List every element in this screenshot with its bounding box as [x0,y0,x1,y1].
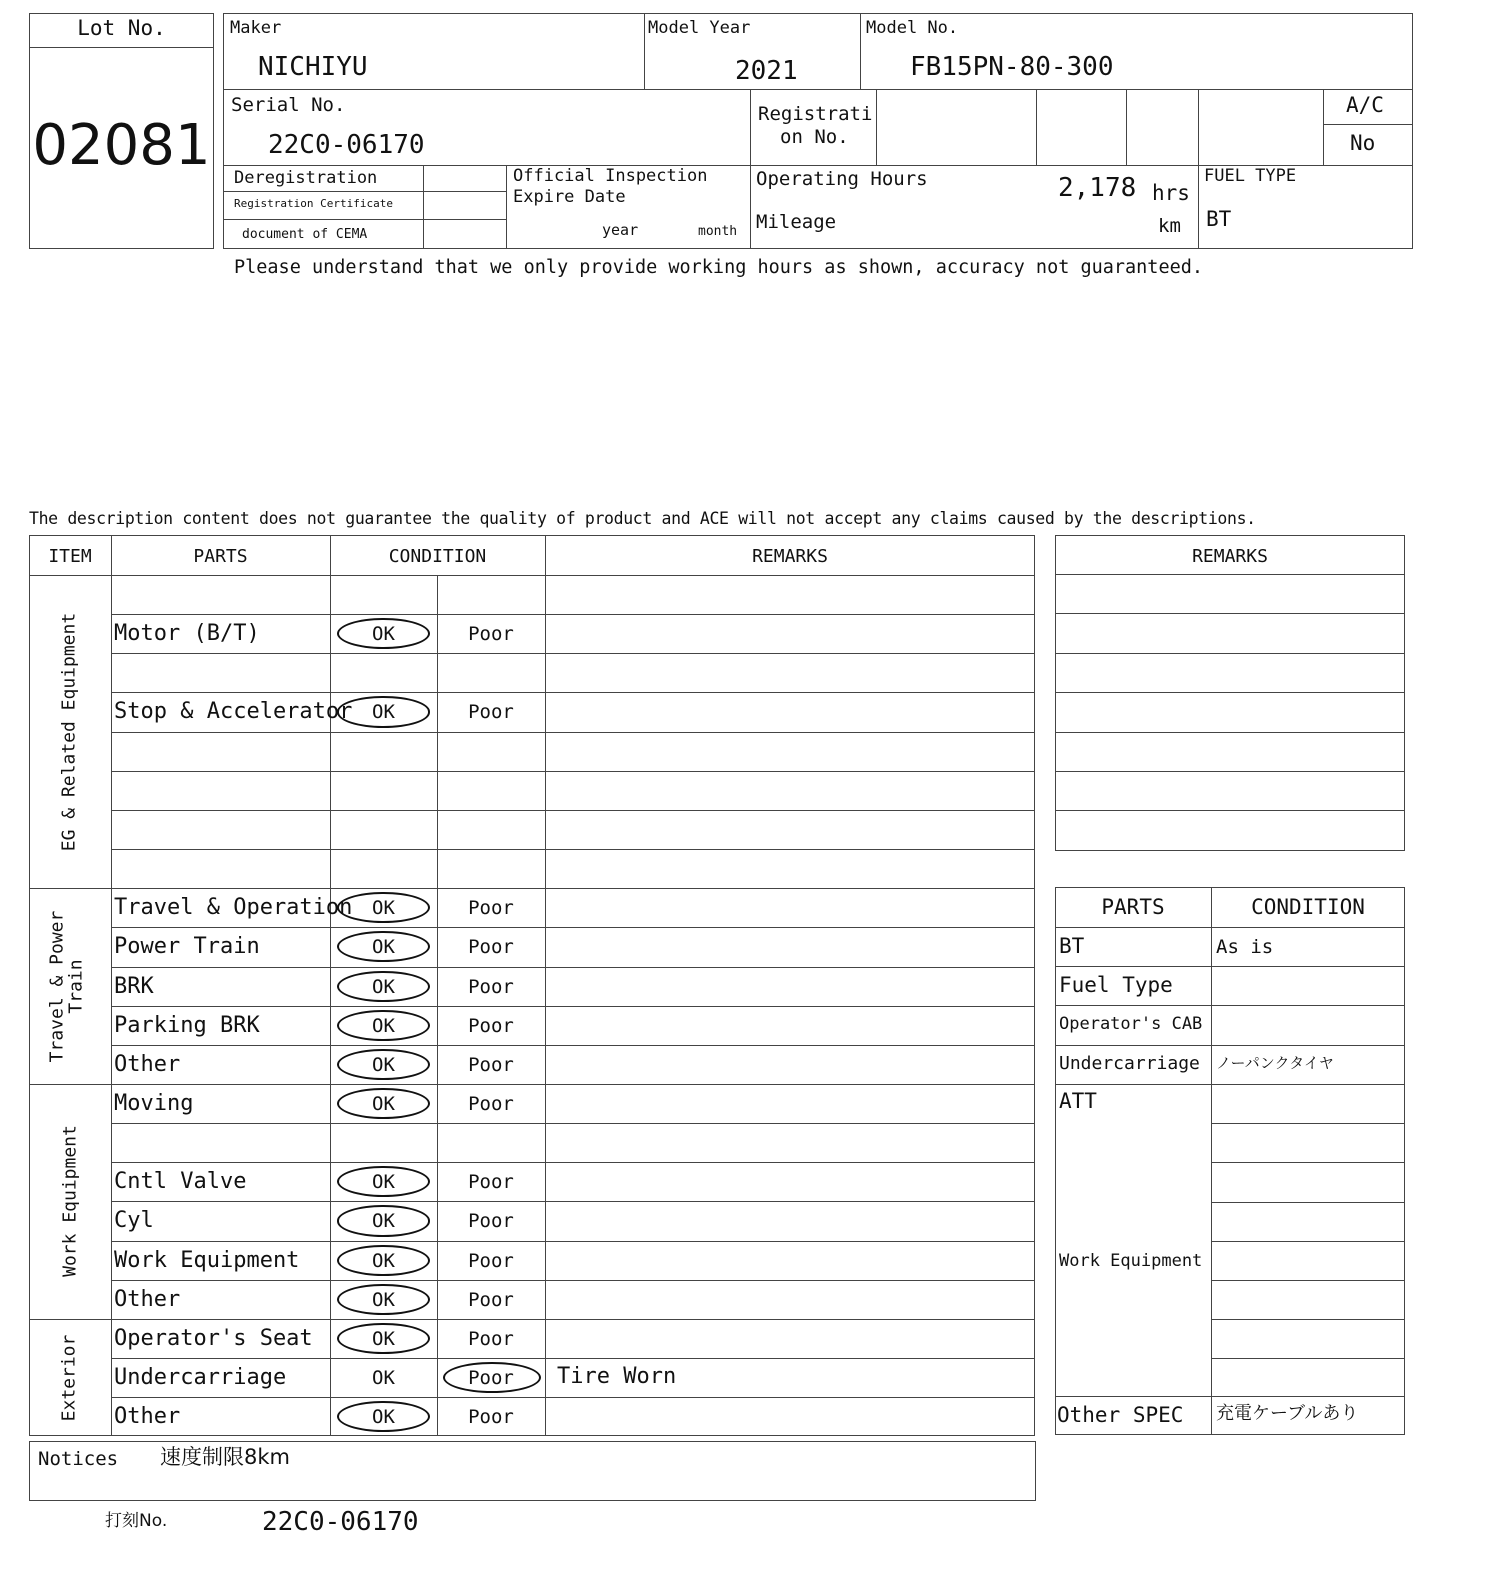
fuel-type-value: BT [1206,207,1232,231]
rp-other-spec-condition: 充電ケーブルあり [1216,1403,1359,1424]
remark-row-line [1055,771,1405,772]
right-parts-box [1055,887,1405,1435]
poor-option: Poor [468,897,514,920]
parts-row-line [1211,1280,1405,1281]
row-line [111,653,1035,654]
parts-row-line [1211,1162,1405,1163]
operating-hours-value: 2,178 [1058,173,1137,203]
remark-row-line [1055,732,1405,733]
part-label: Motor (B/T) [114,621,260,647]
part-label: Moving [114,1090,194,1116]
parts-row-line [1055,1005,1405,1006]
ok-selected-mark [337,1010,430,1041]
ok-option: OK [372,936,395,959]
part-label: Operator's Seat [114,1325,313,1351]
col-line [111,535,112,1436]
poor-selected-mark [443,1362,541,1393]
remark-row-line [1055,574,1405,575]
mileage-label: Mileage [756,211,837,233]
rp-operators-cab: Operator's CAB [1059,1014,1203,1034]
row-line [111,692,1035,693]
parts-row-line [1055,927,1405,928]
remark-row-line [1055,653,1405,654]
ok-option: OK [372,1092,395,1115]
right-parts-head: PARTS [1101,895,1165,919]
month-label: month [698,224,738,239]
ok-selected-mark [337,971,430,1002]
serial-label: Serial No. [231,94,346,116]
head-item: ITEM [48,546,92,567]
row-line [111,849,1035,850]
col-line [876,89,877,165]
rp-att: ATT [1059,1089,1097,1113]
group-label: Exterior [58,1334,80,1421]
model-year-value: 2021 [735,56,798,86]
row-line [111,1201,1035,1202]
row-line [111,1123,1035,1124]
ac-value: No [1350,131,1376,155]
poor-option: Poor [468,1288,514,1311]
row-line [111,1241,1035,1242]
col-line [1323,89,1324,165]
part-label: Other [114,1404,181,1430]
mileage-unit: km [1158,215,1181,237]
part-label: Undercarriage [114,1365,287,1390]
hours-unit: hrs [1152,181,1190,205]
operating-hours-label: Operating Hours [756,168,928,190]
registration-certificate-label: Registration Certificate [234,197,393,210]
poor-option: Poor [468,975,514,998]
year-label: year [602,221,639,239]
ok-option: OK [372,897,395,920]
rp-undercarriage: Undercarriage [1059,1053,1200,1074]
poor-option: Poor [468,1014,514,1037]
row-line [111,771,1035,772]
ok-option: OK [372,1171,395,1194]
ok-option: OK [372,701,395,724]
row-line [223,89,1413,90]
part-label: Other [114,1051,181,1077]
poor-option: Poor [468,1406,514,1429]
head-condition: CONDITION [388,546,487,567]
parts-row-line [1055,1045,1405,1046]
rp-bt: BT [1059,934,1085,958]
cema-label: document of CEMA [242,227,368,242]
ok-option: OK [372,1249,395,1272]
rp-undercarriage-condition: ノーパンクタイヤ [1216,1054,1334,1072]
stamp-value: 22C0-06170 [262,1507,419,1537]
col-line [1198,89,1199,249]
serial-value: 22C0-06170 [268,130,425,160]
col-line [545,535,546,1436]
row-line [111,1280,1035,1281]
row-line [111,1045,1035,1046]
ok-selected-mark [337,1284,430,1315]
poor-option: Poor [468,701,514,724]
ac-label: A/C [1346,93,1384,117]
registration-label-2: on No. [780,126,849,148]
ok-option: OK [372,1288,395,1311]
notices-value: 速度制限8km [160,1445,290,1469]
remark-row-line [1055,810,1405,811]
part-label: Work Equipment [114,1247,300,1273]
model-year-label: Model Year [648,18,751,38]
parts-row-line [1211,1123,1405,1124]
rp-other-spec: Other SPEC [1057,1403,1184,1427]
head-parts: PARTS [193,546,248,567]
ok-option: OK [372,1053,395,1076]
right-condition-head: CONDITION [1251,895,1365,919]
part-label: Cntl Valve [114,1169,247,1195]
inspection-label-1: Official Inspection [513,166,708,186]
row-line [111,1162,1035,1163]
ok-selected-mark [337,1245,430,1276]
ok-selected-mark [337,696,430,727]
maker-value: NICHIYU [258,52,368,82]
maker-label: Maker [230,18,282,38]
row-line [1323,124,1413,125]
poor-option: Poor [468,936,514,959]
poor-option: Poor [468,1171,514,1194]
col-line [750,89,751,249]
ok-option: OK [372,1014,395,1037]
deregistration-label: Deregistration [234,168,378,188]
row-line [223,191,506,192]
col-line [1211,887,1212,1435]
ok-option: OK [372,1210,395,1233]
fuel-type-label: FUEL TYPE [1204,166,1297,186]
lot-divider [29,47,214,48]
poor-option: Poor [468,1210,514,1233]
ok-option: OK [372,1406,395,1429]
col-line [506,165,507,249]
col-line [1036,89,1037,165]
remark-row-line [1055,613,1405,614]
remark-row-line [1055,692,1405,693]
poor-option: Poor [468,1367,514,1389]
ok-selected-mark [337,1088,430,1119]
ok-option: OK [372,975,395,998]
row-line [111,614,1035,615]
row-line [223,219,506,220]
col-line [1126,89,1127,165]
remark-text: Tire Worn [557,1364,677,1389]
poor-option: Poor [468,1053,514,1076]
parts-row-line [1055,1396,1405,1397]
part-label: BRK [114,973,154,999]
inspection-label-2: Expire Date [513,187,626,207]
ok-option: OK [372,1327,395,1350]
part-label: Stop & Accelerator [114,699,353,725]
part-label: Cyl [114,1208,154,1234]
notices-label: Notices [38,1448,119,1470]
parts-row-line [1055,966,1405,967]
row-line [111,967,1035,968]
col-line [423,165,424,249]
head-remarks: REMARKS [752,546,828,567]
hours-disclaimer: Please understand that we only provide working hours as shown, accuracy not guaranteed. [234,257,1204,278]
part-label: Travel & Operation [114,895,353,921]
row-line [111,1358,1035,1359]
row-line [29,1084,1035,1085]
model-no-value: FB15PN-80-300 [910,52,1114,82]
poor-option: Poor [468,1249,514,1272]
row-line [111,1397,1035,1398]
group-label: EG & Related Equipment [59,612,80,851]
parts-row-line [1055,1084,1405,1085]
parts-row-line [1211,1202,1405,1203]
rp-bt-condition: As is [1216,936,1274,958]
poor-option: Poor [468,1092,514,1115]
group-label: Work Equipment [59,1125,81,1278]
rp-work-equipment: Work Equipment [1059,1251,1203,1271]
part-label: Parking BRK [114,1012,260,1038]
parts-row-line [1211,1319,1405,1320]
group-label: Travel & Power Train [46,910,87,1063]
model-no-label: Model No. [866,18,959,38]
stamp-label: 打刻No. [105,1511,168,1531]
part-label: Power Train [114,934,260,960]
parts-row-line [1211,1358,1405,1359]
row-line [29,1319,1035,1320]
registration-label-1: Registrati [758,103,873,125]
header-line [29,575,1035,576]
ok-selected-mark [337,1205,430,1236]
ok-option: OK [372,623,395,646]
poor-option: Poor [468,1327,514,1350]
row-line [111,1006,1035,1007]
ok-selected-mark [337,1049,430,1080]
rp-fuel-type: Fuel Type [1059,973,1173,997]
row-line [111,927,1035,928]
ok-option: OK [372,1367,395,1389]
lot-label: Lot No. [77,16,166,40]
col-line [644,13,645,89]
poor-option: Poor [468,623,514,646]
parts-row-line [1211,1241,1405,1242]
description-disclaimer: The description content does not guarantee the quality of product and ACE will not accept any claims caused by the descriptions. [29,509,1256,528]
part-label: Other [114,1286,181,1312]
row-line [111,732,1035,733]
col-line [860,13,861,89]
row-line [111,810,1035,811]
lot-number: 02081 [32,113,211,178]
row-line [29,888,1035,889]
ok-selected-mark [337,1323,430,1354]
right-remarks-title: REMARKS [1192,546,1268,567]
